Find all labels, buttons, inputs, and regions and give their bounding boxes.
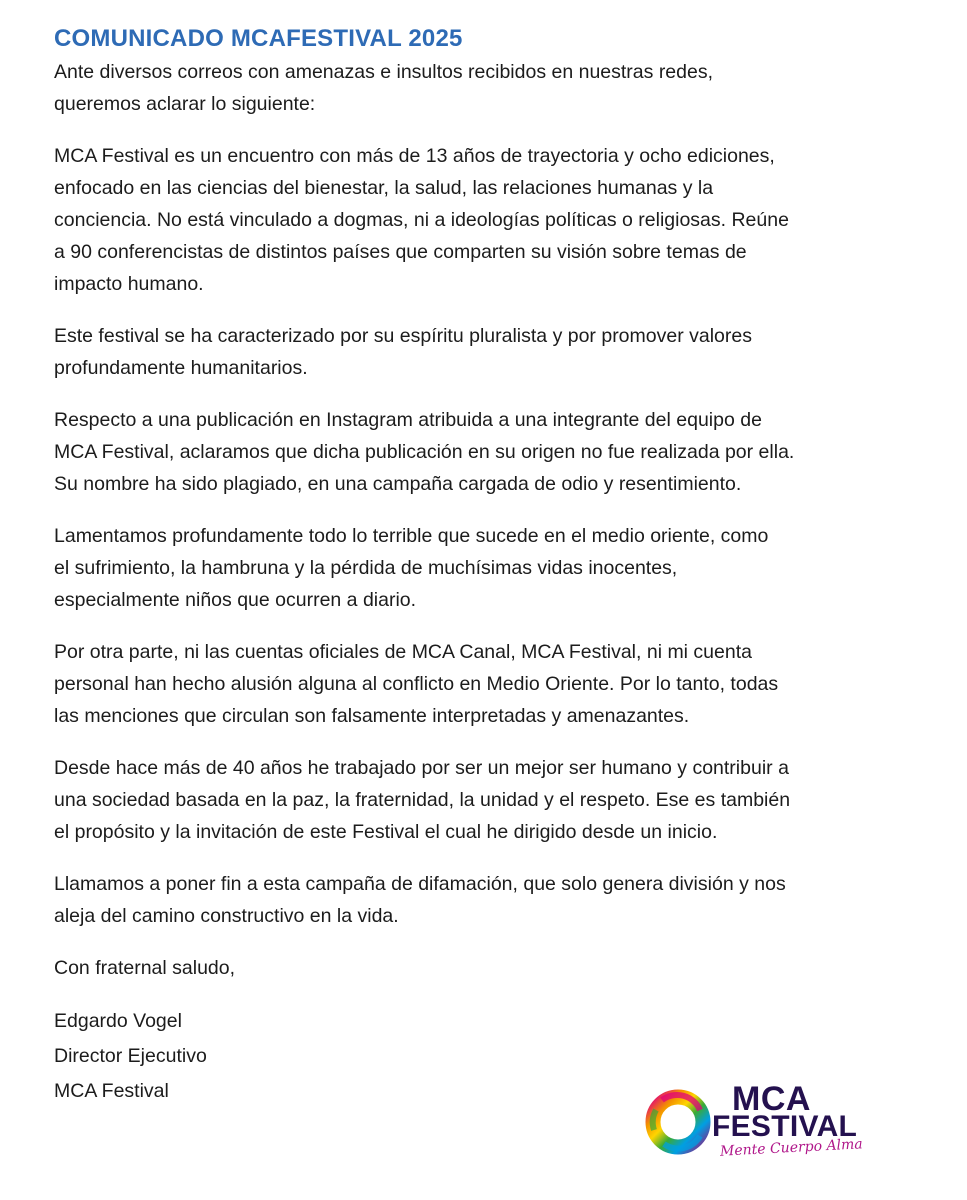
text-line: personal han hecho alusión alguna al conflicto en Medio Oriente. Por lo tanto, todas [54, 673, 779, 695]
text-line: Respecto a una publicación en Instagram atribuida a una integrante del equipo de [54, 409, 762, 431]
paragraph-personal-work [54, 752, 934, 848]
text-line: el sufrimiento, la hambruna y la pérdida de muchísimas vidas inocentes, [54, 557, 678, 579]
text-line: aleja del camino constructivo en la vida. [54, 905, 399, 927]
text-line: Este festival se ha caracterizado por su espíritu pluralista y por promover valores [54, 325, 752, 347]
signature-org: MCA Festival [54, 1080, 169, 1102]
paragraph-instagram [54, 404, 934, 500]
text-line: conciencia. No está vinculado a dogmas, ni a ideologías políticas o religiosas. Reúne [54, 209, 789, 231]
logo-text-festival: FESTIVAL [712, 1110, 858, 1143]
signature-role: Director Ejecutivo [54, 1045, 207, 1067]
text-line: a 90 conferencistas de distintos países que comparten su visión sobre temas de [54, 241, 747, 263]
paragraph-call-to-end [54, 868, 934, 932]
text-line: profundamente humanitarios. [54, 357, 308, 379]
mca-festival-logo [640, 1080, 870, 1160]
text-line: impacto humano. [54, 273, 204, 295]
text-line: Desde hace más de 40 años he trabajado por ser un mejor ser humano y contribuir a [54, 757, 789, 779]
paragraph-intro [54, 56, 934, 120]
closing-salutation: Con fraternal saludo, [54, 957, 236, 979]
text-line: enfocado en las ciencias del bienestar, la salud, las relaciones humanas y la [54, 177, 714, 199]
paragraph-about-festival [54, 140, 934, 300]
paragraph-pluralism [54, 320, 934, 384]
paragraph-middle-east [54, 520, 934, 616]
text-line: MCA Festival es un encuentro con más de 13 años de trayectoria y ocho ediciones, [54, 145, 775, 167]
communique-document [54, 22, 934, 1129]
document-title: COMUNICADO MCAFESTIVAL 2025 [54, 25, 463, 52]
logo-text-mca: MCA [732, 1080, 811, 1118]
text-line: MCA Festival, aclaramos que dicha publicación en su origen no fue realizada por ella. [54, 441, 795, 463]
text-line: Su nombre ha sido plagiado, en una campaña cargada de odio y resentimiento. [54, 473, 742, 495]
text-line: las menciones que circulan son falsamente interpretadas y amenazantes. [54, 705, 690, 727]
text-line: Ante diversos correos con amenazas e insultos recibidos en nuestras redes, [54, 61, 714, 83]
text-line: Por otra parte, ni las cuentas oficiales de MCA Canal, MCA Festival, ni mi cuenta [54, 641, 752, 663]
text-line: el propósito y la invitación de este Festival el cual he dirigido desde un inicio. [54, 821, 718, 843]
logo-tagline: Mente Cuerpo Alma [719, 1136, 864, 1160]
signature-name: Edgardo Vogel [54, 1010, 182, 1032]
text-line: Lamentamos profundamente todo lo terrible que sucede en el medio oriente, como [54, 525, 769, 547]
colorful-ring-icon [642, 1086, 714, 1158]
text-line: una sociedad basada en la paz, la fraternidad, la unidad y el respeto. Ese es también [54, 789, 791, 811]
paragraph-official-accounts [54, 636, 934, 732]
text-line: Llamamos a poner fin a esta campaña de difamación, que solo genera división y nos [54, 873, 786, 895]
text-line: especialmente niños que ocurren a diario. [54, 589, 417, 611]
text-line: queremos aclarar lo siguiente: [54, 93, 316, 115]
